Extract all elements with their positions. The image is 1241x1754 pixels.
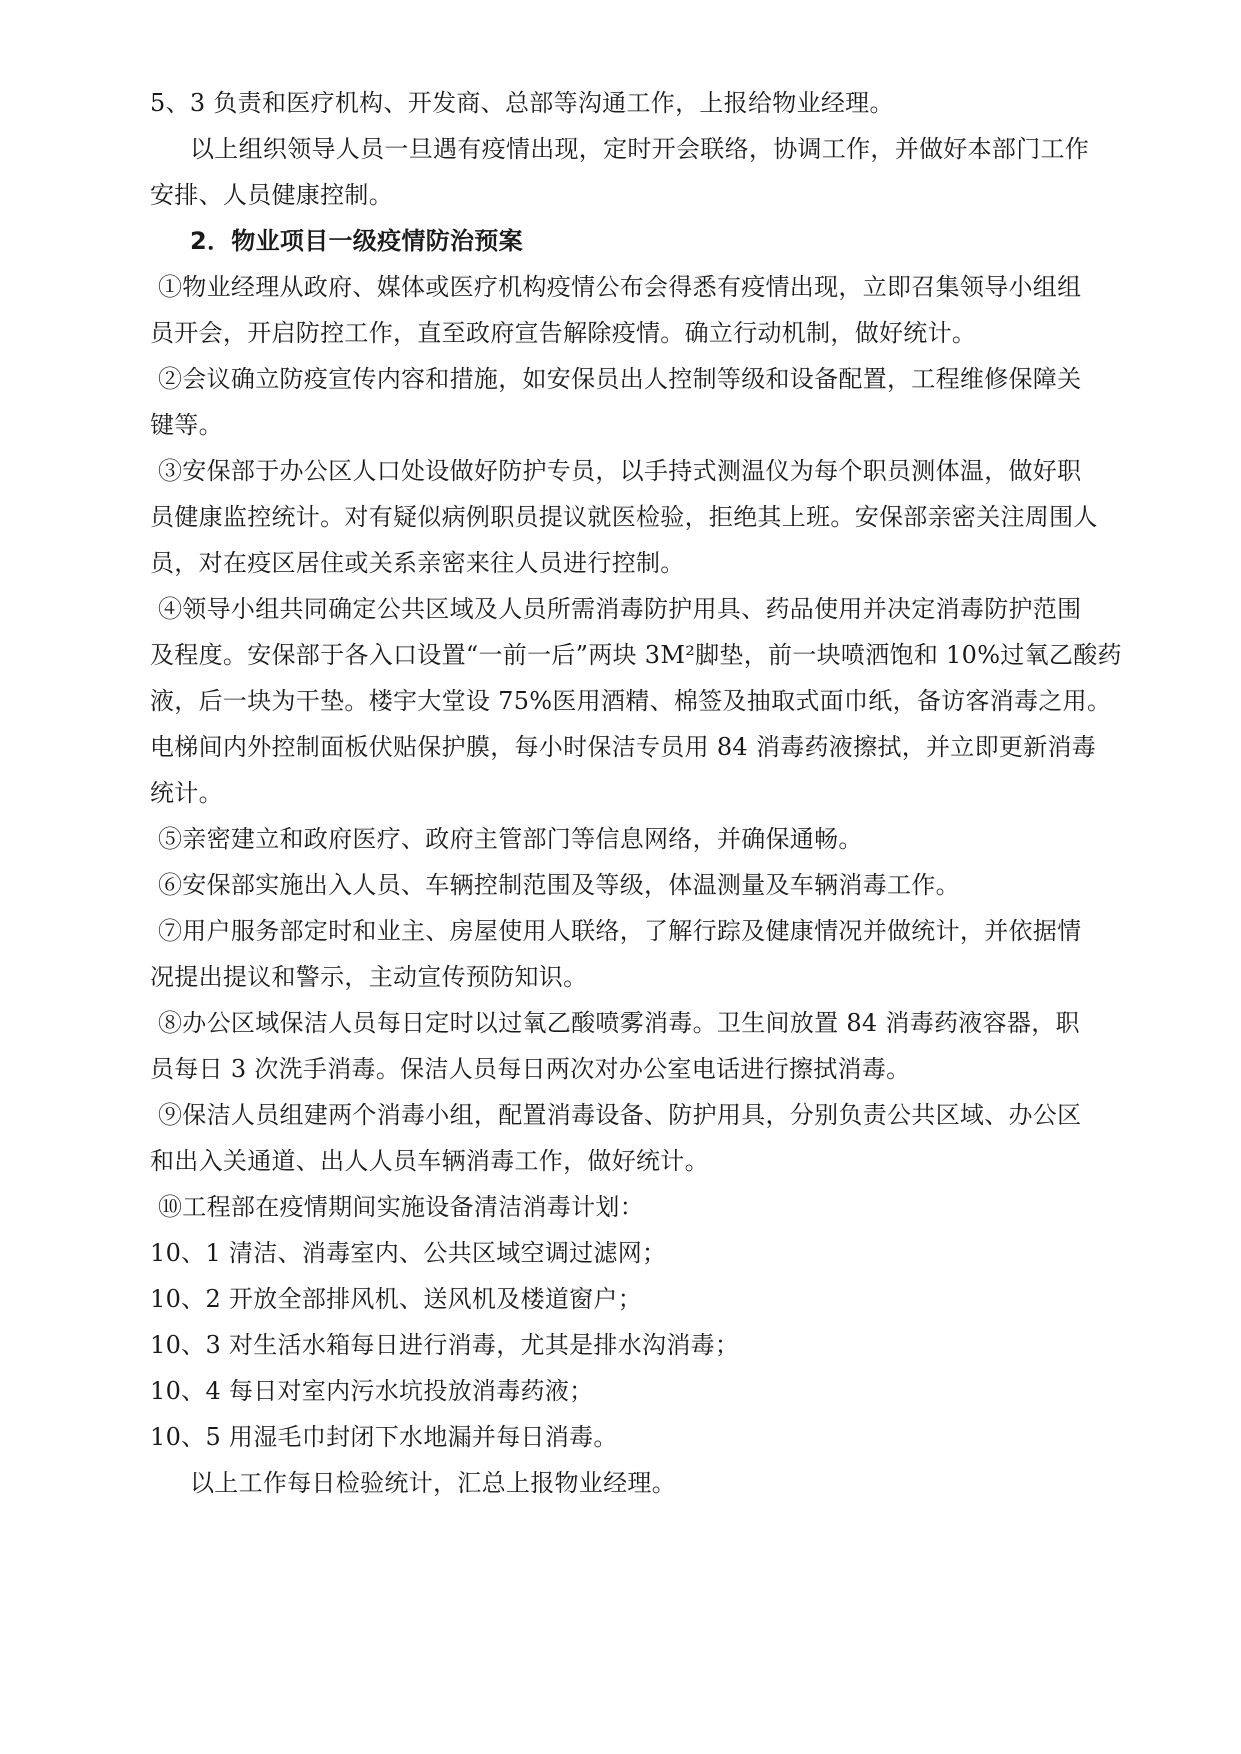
paragraph-line: ⑩工程部在疫情期间实施设备清洁消毒计划：: [158, 1193, 644, 1221]
paragraph-line: 以上工作每日检验统计，汇总上报物业经理。: [190, 1469, 676, 1497]
paragraph-line: ⑤亲密建立和政府医疗、政府主管部门等信息网络，并确保通畅。: [158, 825, 863, 853]
list-item: 10、1 清洁、消毒室内、公共区域空调过滤网；: [150, 1239, 667, 1267]
paragraph-line: ④领导小组共同确定公共区域及人员所需消毒防护用具、药品使用并决定消毒防护范围: [158, 595, 1082, 623]
paragraph-line: 员每日 3 次洗手消毒。保洁人员每日两次对办公室电话进行擦拭消毒。: [150, 1055, 911, 1083]
paragraph-line: ①物业经理从政府、媒体或医疗机构疫情公布会得悉有疫情出现，立即召集领导小组组: [158, 273, 1082, 301]
list-item: 10、2 开放全部排风机、送风机及楼道窗户；: [150, 1285, 643, 1313]
paragraph-line: ⑦用户服务部定时和业主、房屋使用人联络，了解行踪及健康情况并做统计，并依据情: [158, 917, 1082, 945]
paragraph-line: 5、3 负责和医疗机构、开发商、总部等沟通工作，上报给物业经理。: [150, 89, 894, 117]
list-item: 10、3 对生活水箱每日进行消毒，尤其是排水沟消毒；: [150, 1331, 740, 1359]
paragraph-line: ⑧办公区域保洁人员每日定时以过氧乙酸喷雾消毒。卫生间放置 84 消毒药液容器，职: [158, 1009, 1080, 1037]
paragraph-line: 和出入关通道、出人人员车辆消毒工作，做好统计。: [150, 1147, 709, 1175]
paragraph-line: 员开会，开启防控工作，直至政府宣告解除疫情。确立行动机制，做好统计。: [150, 319, 977, 347]
paragraph-line: 安排、人员健康控制。: [150, 181, 393, 209]
paragraph-line: 键等。: [150, 411, 223, 439]
section-heading: 2．物业项目一级疫情防治预案: [190, 227, 523, 255]
paragraph-line: ③安保部于办公区人口处设做好防护专员，以手持式测温仪为每个职员测体温，做好职: [158, 457, 1082, 485]
paragraph-line: 及程度。安保部于各入口设置“一前一后”两块 3M²脚垫，前一块喷洒饱和 10%过氧乙酸药: [150, 641, 1122, 669]
list-item: 10、4 每日对室内污水坑投放消毒药液；: [150, 1377, 594, 1405]
list-item: 10、5 用湿毛巾封闭下水地漏并每日消毒。: [150, 1423, 618, 1451]
paragraph-line: 液，后一块为干垫。楼宇大堂设 75%医用酒精、棉签及抽取式面巾纸，备访客消毒之用。: [150, 687, 1112, 715]
paragraph-line: ⑨保洁人员组建两个消毒小组，配置消毒设备、防护用具，分别负责公共区域、办公区: [158, 1101, 1082, 1129]
paragraph-line: ⑥安保部实施出入人员、车辆控制范围及等级，体温测量及车辆消毒工作。: [158, 871, 960, 899]
paragraph-line: 统计。: [150, 779, 223, 807]
paragraph-line: 员健康监控统计。对有疑似病例职员提议就医检验，拒绝其上班。安保部亲密关注周围人: [150, 503, 1098, 531]
paragraph-line: 员，对在疫区居住或关系亲密来往人员进行控制。: [150, 549, 685, 577]
paragraph-line: 以上组织领导人员一旦遇有疫情出现，定时开会联络，协调工作，并做好本部门工作: [190, 135, 1090, 163]
paragraph-line: 况提出提议和警示，主动宣传预防知识。: [150, 963, 588, 991]
paragraph-line: ②会议确立防疫宣传内容和措施，如安保员出人控制等级和设备配置，工程维修保障关: [158, 365, 1082, 393]
paragraph-line: 电梯间内外控制面板伏贴保护膜，每小时保洁专员用 84 消毒药液擦拭，并立即更新消毒: [150, 733, 1097, 761]
